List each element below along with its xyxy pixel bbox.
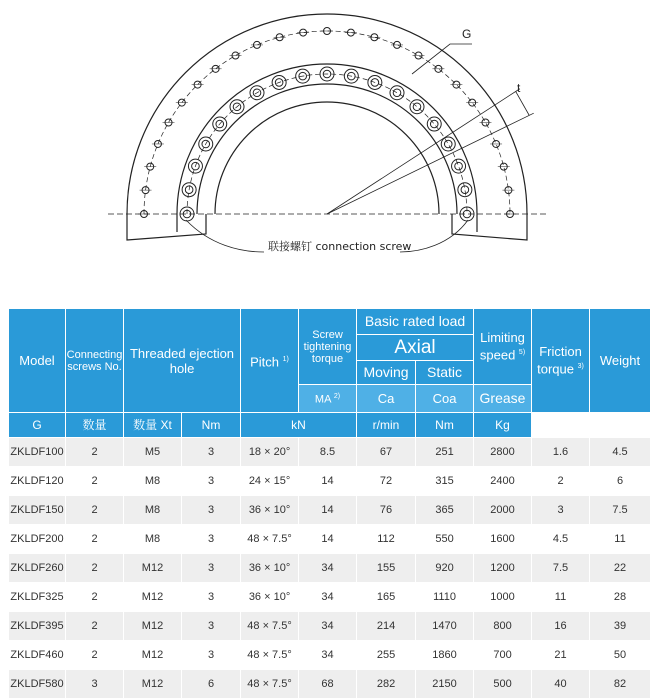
table-cell: 255 [357,641,416,670]
table-cell: ZKLDF100 [9,438,66,467]
right-wall [452,214,527,240]
table-cell: 28 [590,583,651,612]
header-screw-torque: Screw tightening torque [299,309,357,385]
header-friction-label: Friction torque [537,344,582,377]
table-cell: 1.6 [532,438,590,467]
header-pitch-label: Pitch [250,354,280,370]
header-friction-torque [532,309,590,413]
inner-bolt-hole [441,137,455,151]
header-connecting-screws: Connecting screws No. [66,309,124,413]
unit-friction: Nm [416,413,474,438]
table-row [9,641,651,670]
table-cell: 36 × 10° [241,583,299,612]
inner-bolt-core [461,186,469,194]
table-cell: 1860 [416,641,474,670]
table-cell: 3 [182,438,241,467]
bore-edge [215,102,439,214]
table-cell: 34 [299,554,357,583]
table-cell: 14 [299,525,357,554]
table-cell: 155 [357,554,416,583]
header-friction-note: 3) [577,363,584,371]
header-coa: Coa [416,385,474,413]
table-cell: 68 [299,670,357,699]
table-row [9,525,651,554]
table-cell: 214 [357,612,416,641]
header-ma-note: 2) [333,393,341,401]
table-row [9,496,651,525]
dimension-t [516,91,530,115]
inner-bolt-hole [410,100,424,114]
table-cell: 2400 [474,467,532,496]
table-cell: 2150 [416,670,474,699]
header-limiting-label: Limiting speed [479,330,525,363]
table-cell: 1200 [474,554,532,583]
table-cell: 1000 [474,583,532,612]
table-cell: 2 [532,467,590,496]
table-cell: 4.5 [590,438,651,467]
bearing-drawing [0,0,654,300]
left-wall [127,214,206,240]
table-cell: 22 [590,554,651,583]
unit-pitch-qty: 数量 Xt [124,413,182,438]
inner-bolt-hole [452,159,466,173]
label-g: G [462,27,472,41]
inner-bolt-hole [427,117,441,131]
inner-pitch-circle [187,74,467,214]
table-cell: 2 [66,467,124,496]
table-cell: 282 [357,670,416,699]
table-cell: M8 [124,496,182,525]
table-cell: M5 [124,438,182,467]
table-cell: ZKLDF460 [9,641,66,670]
header-ca: Ca [357,385,416,413]
table-cell: 2 [66,438,124,467]
table-cell: M12 [124,641,182,670]
table-cell: 8.5 [299,438,357,467]
table-cell: 48 × 7.5° [241,525,299,554]
table-cell: M12 [124,554,182,583]
table-cell: 36 × 10° [241,496,299,525]
table-cell: 34 [299,583,357,612]
table-cell: 11 [590,525,651,554]
table-row [9,612,651,641]
table-cell: M12 [124,612,182,641]
spec-table [8,308,651,699]
table-cell: ZKLDF200 [9,525,66,554]
table-cell: 14 [299,496,357,525]
header-ma-label: MA [314,393,331,406]
header-basic-load: Basic rated load [357,309,474,335]
unit-speed: r/min [357,413,416,438]
table-cell: 1110 [416,583,474,612]
table-cell: 251 [416,438,474,467]
table-cell: 36 × 10° [241,554,299,583]
table-cell: 3 [66,670,124,699]
table-cell: 76 [357,496,416,525]
header-limiting-speed [474,309,532,385]
table-cell: 2 [66,641,124,670]
table-cell: 4.5 [532,525,590,554]
outer-pitch-circle [144,31,510,214]
inner-bolt-core [455,162,463,170]
inner-bolt-core [444,140,452,148]
header-axial: Axial [357,335,474,361]
table-cell: 1470 [416,612,474,641]
unit-g: G [9,413,66,438]
table-cell: M8 [124,525,182,554]
table-cell: 3 [182,496,241,525]
table-cell: ZKLDF150 [9,496,66,525]
table-row [9,583,651,612]
table-cell: 1600 [474,525,532,554]
table-row [9,467,651,496]
table-row [9,438,651,467]
table-cell: ZKLDF120 [9,467,66,496]
inner-bolt-core [393,89,401,97]
header-grease: Grease [474,385,532,413]
label-t: t [517,81,521,95]
data-rows [9,438,651,699]
table-cell: 34 [299,641,357,670]
header-weight: Weight [590,309,651,413]
header-ma [299,385,357,413]
table-cell: 550 [416,525,474,554]
table-cell: 21 [532,641,590,670]
table-cell: 365 [416,496,474,525]
table-cell: 18 × 20° [241,438,299,467]
table-cell: 82 [590,670,651,699]
table-cell: 2 [66,525,124,554]
table-cell: 3 [182,467,241,496]
table-cell: 7.5 [590,496,651,525]
table-cell: 48 × 7.5° [241,670,299,699]
table-cell: 2800 [474,438,532,467]
table-cell: 24 × 15° [241,467,299,496]
table-cell: 800 [474,612,532,641]
inner-walls [177,214,477,232]
table-row [9,670,651,699]
ring-step-edge [177,64,477,214]
table-cell: 14 [299,467,357,496]
table-cell: 500 [474,670,532,699]
table-cell: 165 [357,583,416,612]
table-cell: 112 [357,525,416,554]
table-cell: 2 [66,583,124,612]
table-cell: 2 [66,612,124,641]
unit-qty: 数量 [66,413,124,438]
table-cell: 3 [182,583,241,612]
table-cell: 3 [532,496,590,525]
header-model: Model [9,309,66,413]
table-cell: 700 [474,641,532,670]
table-cell: M12 [124,670,182,699]
table-cell: 40 [532,670,590,699]
table-cell: 16 [532,612,590,641]
table-cell: 39 [590,612,651,641]
table-cell: 2000 [474,496,532,525]
table-cell: 48 × 7.5° [241,612,299,641]
inner-bolt-core [430,120,438,128]
header-pitch-note: 1) [282,355,289,363]
table-cell: M8 [124,467,182,496]
connection-screw-caption: 联接螺钉 connection screw [268,240,412,253]
header-threaded-hole: Threaded ejection hole [124,309,241,413]
header-pitch [241,309,299,413]
table-cell: 48 × 7.5° [241,641,299,670]
table-cell: ZKLDF325 [9,583,66,612]
table-cell: 72 [357,467,416,496]
table-cell: 3 [182,554,241,583]
table-cell: 6 [182,670,241,699]
unit-torque: Nm [182,413,241,438]
table-cell: 3 [182,641,241,670]
table-cell: 11 [532,583,590,612]
table-cell: 3 [182,612,241,641]
table-cell: 7.5 [532,554,590,583]
unit-weight: Kg [474,413,532,438]
inner-bolt-core [413,103,421,111]
table-cell: ZKLDF580 [9,670,66,699]
table-cell: 67 [357,438,416,467]
table-cell: 920 [416,554,474,583]
table-cell: 34 [299,612,357,641]
table-cell: 2 [66,554,124,583]
table-cell: ZKLDF395 [9,612,66,641]
table-row [9,554,651,583]
table-cell: ZKLDF260 [9,554,66,583]
table-cell: M12 [124,583,182,612]
table-cell: 3 [182,525,241,554]
table-cell: 6 [590,467,651,496]
header-static: Static [416,361,474,385]
inner-bolt-hole [390,86,404,100]
inner-bolt-hole [458,183,472,197]
header-moving: Moving [357,361,416,385]
unit-load: kN [241,413,357,438]
table-cell: 2 [66,496,124,525]
header-limiting-note: 5) [518,349,526,357]
table-cell: 50 [590,641,651,670]
table-cell: 315 [416,467,474,496]
